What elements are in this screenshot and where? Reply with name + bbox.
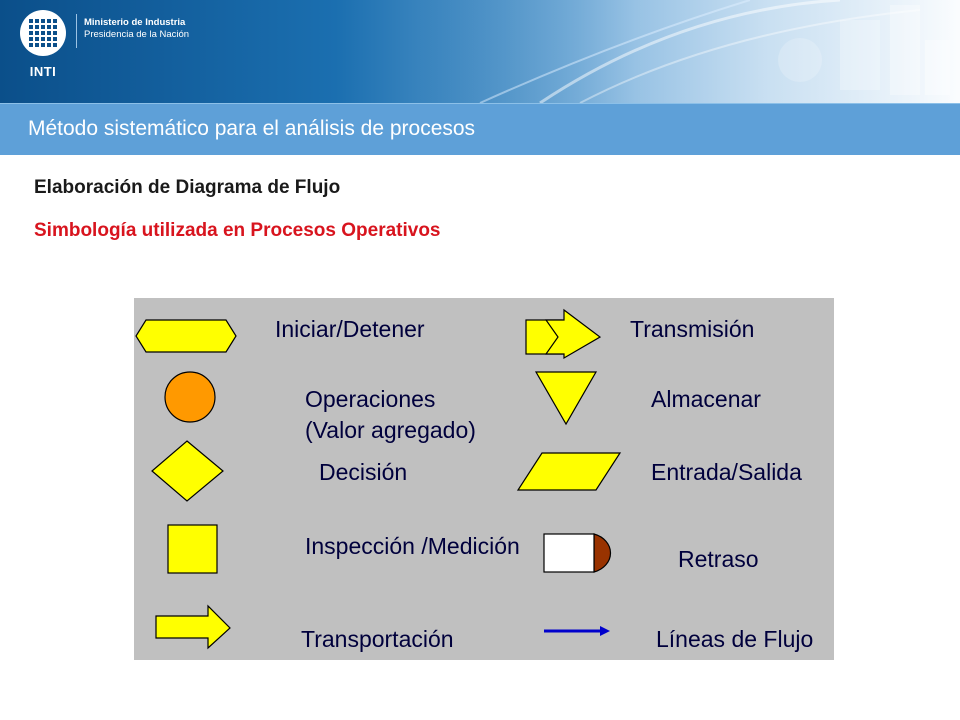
title-bar bbox=[0, 103, 960, 155]
label-operations-line-2: (Valor agregado) bbox=[305, 417, 476, 443]
label-inspection: Inspección /Medición bbox=[305, 533, 520, 559]
ministry-label bbox=[84, 17, 189, 41]
flow-line-symbol bbox=[544, 626, 610, 636]
transmission-symbol bbox=[526, 310, 600, 358]
input-output-symbol bbox=[518, 453, 620, 490]
transport-symbol bbox=[156, 606, 230, 648]
operation-symbol bbox=[165, 372, 215, 422]
section-heading: Elaboración de Diagrama de Flujo bbox=[34, 177, 341, 198]
decision-symbol bbox=[152, 441, 223, 501]
inti-logo bbox=[20, 10, 66, 79]
label-storage: Almacenar bbox=[651, 386, 761, 412]
header-banner bbox=[0, 0, 960, 103]
label-transmission: Transmisión bbox=[630, 316, 755, 342]
inspection-symbol bbox=[168, 525, 217, 573]
logo-text: INTI bbox=[29, 64, 57, 79]
storage-symbol bbox=[536, 372, 596, 424]
delay-symbol bbox=[544, 534, 611, 572]
header-photo bbox=[420, 0, 960, 103]
label-transport: Transportación bbox=[301, 626, 454, 652]
label-input-output: Entrada/Salida bbox=[651, 459, 802, 485]
label-flow-lines: Líneas de Flujo bbox=[656, 626, 814, 652]
ministry-divider bbox=[76, 14, 77, 48]
label-operations-line-1: Operaciones bbox=[305, 386, 436, 412]
label-decision: Decisión bbox=[319, 459, 408, 485]
label-start-stop: Iniciar/Detener bbox=[275, 316, 425, 342]
label-delay: Retraso bbox=[678, 546, 759, 572]
terminator-symbol bbox=[136, 320, 236, 352]
logo-emblem-icon bbox=[20, 10, 66, 56]
section-subheading: Simbología utilizada en Procesos Operativos bbox=[34, 220, 441, 241]
ministry-line-1: Ministerio de Industria bbox=[84, 17, 186, 28]
slide-title: Método sistemático para el análisis de procesos bbox=[28, 117, 476, 140]
symbol-legend-panel bbox=[134, 298, 834, 660]
ministry-line-2: Presidencia de la Nación bbox=[84, 29, 190, 40]
